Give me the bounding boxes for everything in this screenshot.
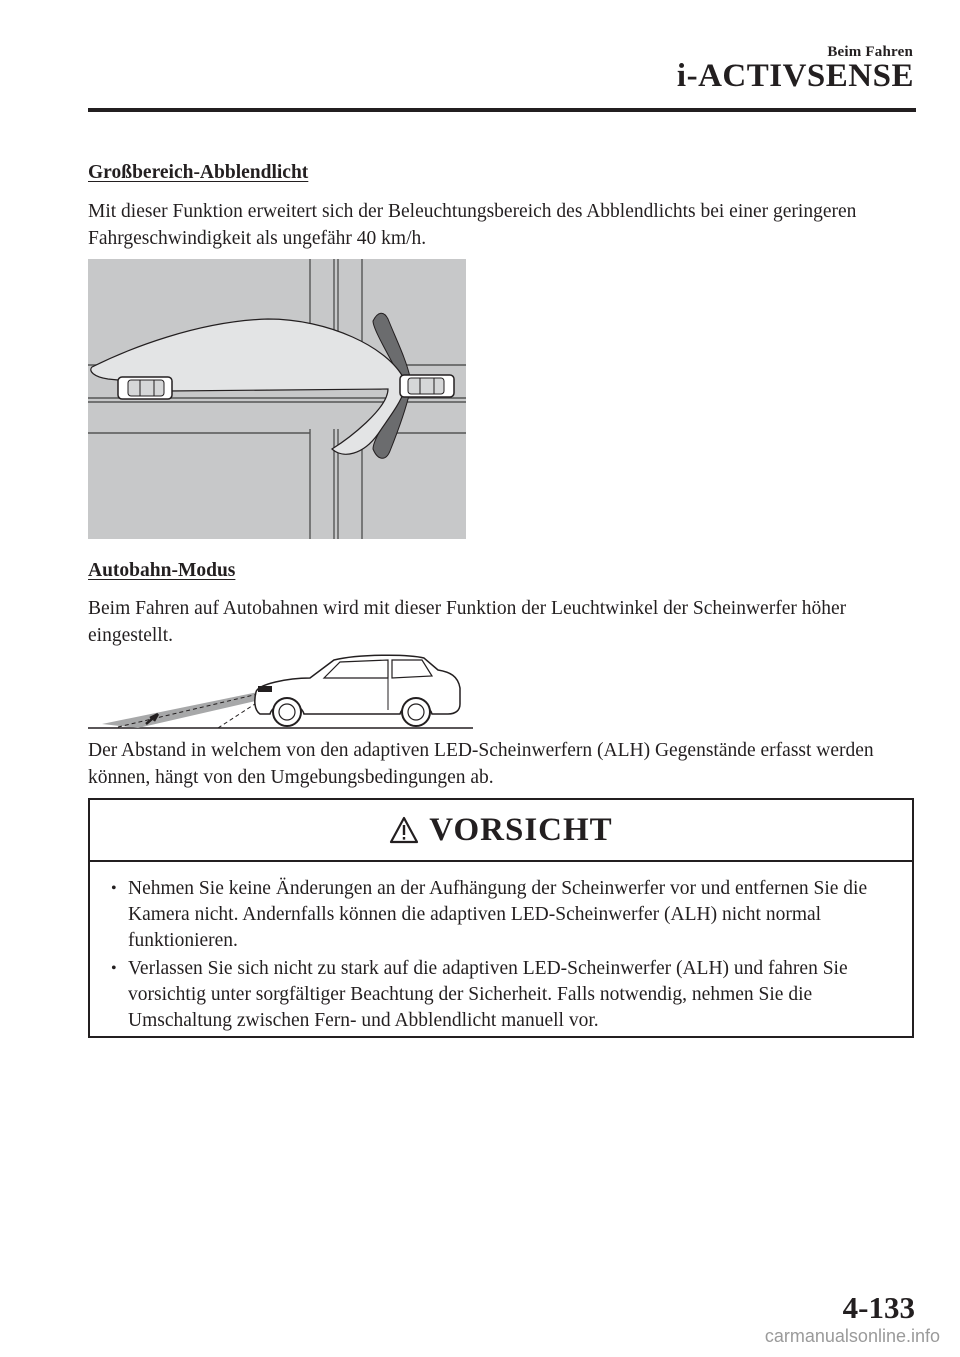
caution-title: VORSICHT	[429, 811, 613, 848]
page-number: 4-133	[842, 1290, 915, 1325]
car-right	[400, 375, 454, 397]
caution-item-text: Nehmen Sie keine Änderungen an der Aufhängung der Scheinwerfer vor und entfernen Sie die Kamera nicht. Andernfalls können die adaptiven LED-Scheinwerfer (ALH) nicht normal funktionieren.	[128, 878, 868, 951]
highway-mode-illustration	[88, 648, 473, 732]
caution-box	[88, 798, 914, 1038]
warning-triangle-icon	[389, 816, 419, 844]
section-text-wide-low-beam: Mit dieser Funktion erweitert sich der Beleuchtungsbereich des Abblendlichts bei einer geringeren Fahrgeschwindigkeit als ungefähr 40 km/h.	[88, 201, 857, 249]
header-title: i-ACTIVSENSE	[676, 58, 914, 94]
section-heading-wide-low-beam: Großbereich-Abblendlicht	[88, 162, 309, 183]
watermark: carmanualsonline.info	[764, 1326, 940, 1346]
car-left	[118, 377, 172, 399]
section-text-highway-mode: Beim Fahren auf Autobahnen wird mit dieser Funktion der Leuchtwinkel der Scheinwerfer höher eingestellt.	[88, 598, 847, 646]
caution-item	[111, 876, 904, 954]
section-heading-highway-mode: Autobahn-Modus	[88, 560, 236, 581]
caution-item	[111, 956, 904, 1034]
caution-list	[90, 862, 912, 1034]
header-rule	[88, 108, 916, 112]
headlight-beam	[102, 692, 260, 728]
caution-header	[90, 800, 912, 862]
intersection-illustration	[88, 259, 466, 539]
bullet-icon: •	[111, 880, 117, 897]
section-note-alh-distance: Der Abstand in welchem von den adaptiven LED-Scheinwerfern (ALH) Gegenstände erfasst werden können, hängt von den Umgebungsbedingungen ab.	[88, 740, 874, 788]
header-chapter: Beim Fahren	[827, 44, 913, 60]
caution-item-text: Verlassen Sie sich nicht zu stark auf die adaptiven LED-Scheinwerfer (ALH) und fahren Sie vorsichtig unter sorgfältiger Beachtung der Sicherheit. Falls notwendig, nehmen Sie die Umschaltung zwischen Fern- und Abblendlicht manuell vor.	[128, 958, 848, 1031]
bullet-icon: •	[111, 960, 117, 977]
